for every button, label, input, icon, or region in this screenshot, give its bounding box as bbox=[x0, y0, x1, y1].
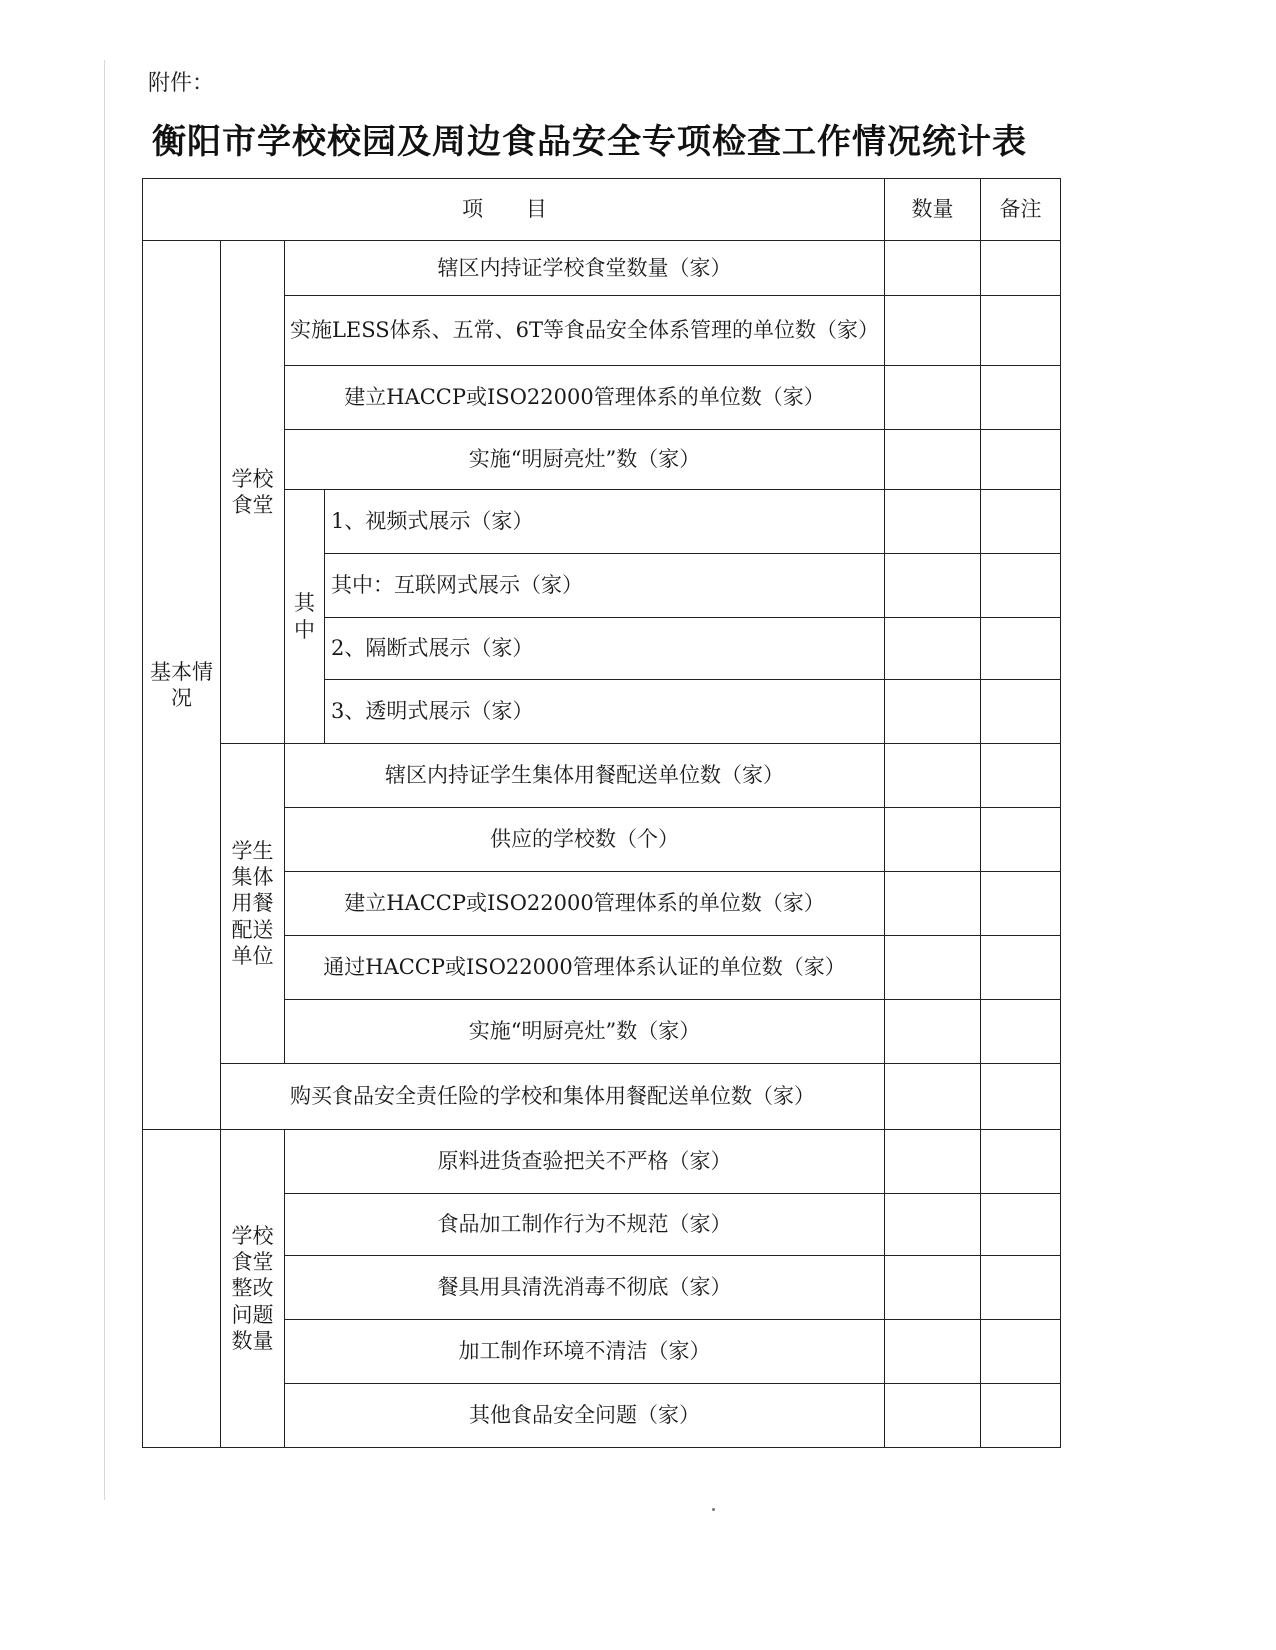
quantity-cell[interactable] bbox=[885, 618, 981, 680]
remarks-cell[interactable] bbox=[981, 366, 1061, 430]
table-row bbox=[143, 241, 1061, 296]
delivery-section-label-text: 学生集体用餐配送单位 bbox=[231, 838, 274, 968]
row-label: 实施“明厨亮灶”数（家） bbox=[285, 430, 885, 490]
row-label: 通过HACCP或ISO22000管理体系认证的单位数（家） bbox=[285, 936, 885, 1000]
remarks-cell[interactable] bbox=[981, 808, 1061, 872]
row-label: 供应的学校数（个） bbox=[285, 808, 885, 872]
remarks-cell[interactable] bbox=[981, 1000, 1061, 1064]
row-label: 其中：互联网式展示（家） bbox=[325, 554, 885, 618]
remarks-cell[interactable] bbox=[981, 1194, 1061, 1256]
delivery-section-label bbox=[221, 744, 285, 1064]
remarks-cell[interactable] bbox=[981, 296, 1061, 366]
quantity-cell[interactable] bbox=[885, 1194, 981, 1256]
remarks-cell[interactable] bbox=[981, 241, 1061, 296]
remarks-cell[interactable] bbox=[981, 554, 1061, 618]
statistics-table bbox=[142, 178, 1061, 1448]
basic-section-label-text: 基本情况 bbox=[150, 659, 213, 710]
scan-edge-line bbox=[104, 60, 105, 1500]
sub-section-label bbox=[285, 490, 325, 744]
row-label: 2、隔断式展示（家） bbox=[325, 618, 885, 680]
remarks-cell[interactable] bbox=[981, 744, 1061, 808]
remarks-cell[interactable] bbox=[981, 872, 1061, 936]
quantity-cell[interactable] bbox=[885, 1384, 981, 1448]
sub-section-label-text: 其中 bbox=[294, 591, 315, 642]
remarks-cell[interactable] bbox=[981, 1064, 1061, 1130]
remarks-cell[interactable] bbox=[981, 430, 1061, 490]
header-row bbox=[143, 179, 1061, 241]
row-label: 3、透明式展示（家） bbox=[325, 680, 885, 744]
row-label: 实施LESS体系、五常、6T等食品安全体系管理的单位数（家） bbox=[285, 296, 885, 366]
quantity-cell[interactable] bbox=[885, 808, 981, 872]
quantity-cell[interactable] bbox=[885, 430, 981, 490]
quantity-cell[interactable] bbox=[885, 366, 981, 430]
quantity-cell[interactable] bbox=[885, 744, 981, 808]
rectification-section-label bbox=[221, 1130, 285, 1448]
row-label: 建立HACCP或ISO22000管理体系的单位数（家） bbox=[285, 872, 885, 936]
row-label: 购买食品安全责任险的学校和集体用餐配送单位数（家） bbox=[221, 1064, 885, 1130]
remarks-cell[interactable] bbox=[981, 490, 1061, 554]
remarks-cell[interactable] bbox=[981, 1256, 1061, 1320]
quantity-cell[interactable] bbox=[885, 1064, 981, 1130]
row-label: 辖区内持证学校食堂数量（家） bbox=[285, 241, 885, 296]
row-label: 食品加工制作行为不规范（家） bbox=[285, 1194, 885, 1256]
remarks-cell[interactable] bbox=[981, 618, 1061, 680]
quantity-cell[interactable] bbox=[885, 936, 981, 1000]
rectification-outer-cell bbox=[143, 1130, 221, 1448]
header-item: 项 目 bbox=[143, 179, 885, 241]
canteen-section-label bbox=[221, 241, 285, 744]
page-title: 衡阳市学校校园及周边食品安全专项检查工作情况统计表 bbox=[152, 122, 1027, 162]
row-label: 辖区内持证学生集体用餐配送单位数（家） bbox=[285, 744, 885, 808]
header-remarks: 备注 bbox=[981, 179, 1061, 241]
remarks-cell[interactable] bbox=[981, 936, 1061, 1000]
quantity-cell[interactable] bbox=[885, 680, 981, 744]
scan-speck bbox=[712, 1508, 715, 1511]
row-label: 1、视频式展示（家） bbox=[325, 490, 885, 554]
remarks-cell[interactable] bbox=[981, 1320, 1061, 1384]
basic-section-label bbox=[143, 241, 221, 1130]
quantity-cell[interactable] bbox=[885, 296, 981, 366]
canteen-section-label-text: 学校食堂 bbox=[231, 466, 274, 517]
quantity-cell[interactable] bbox=[885, 1256, 981, 1320]
row-label: 餐具用具清洗消毒不彻底（家） bbox=[285, 1256, 885, 1320]
remarks-cell[interactable] bbox=[981, 1130, 1061, 1194]
quantity-cell[interactable] bbox=[885, 490, 981, 554]
rectification-section-label-text: 学校食堂整改问题数量 bbox=[231, 1223, 274, 1353]
row-label: 实施“明厨亮灶”数（家） bbox=[285, 1000, 885, 1064]
quantity-cell[interactable] bbox=[885, 554, 981, 618]
table-row bbox=[143, 744, 1061, 808]
attachment-label: 附件： bbox=[148, 71, 215, 96]
quantity-cell[interactable] bbox=[885, 1320, 981, 1384]
table-row bbox=[143, 1064, 1061, 1130]
row-label: 加工制作环境不清洁（家） bbox=[285, 1320, 885, 1384]
quantity-cell[interactable] bbox=[885, 872, 981, 936]
quantity-cell[interactable] bbox=[885, 1000, 981, 1064]
table-row bbox=[143, 1130, 1061, 1194]
row-label: 建立HACCP或ISO22000管理体系的单位数（家） bbox=[285, 366, 885, 430]
row-label: 原料进货查验把关不严格（家） bbox=[285, 1130, 885, 1194]
header-quantity: 数量 bbox=[885, 179, 981, 241]
remarks-cell[interactable] bbox=[981, 1384, 1061, 1448]
row-label: 其他食品安全问题（家） bbox=[285, 1384, 885, 1448]
quantity-cell[interactable] bbox=[885, 1130, 981, 1194]
quantity-cell[interactable] bbox=[885, 241, 981, 296]
remarks-cell[interactable] bbox=[981, 680, 1061, 744]
